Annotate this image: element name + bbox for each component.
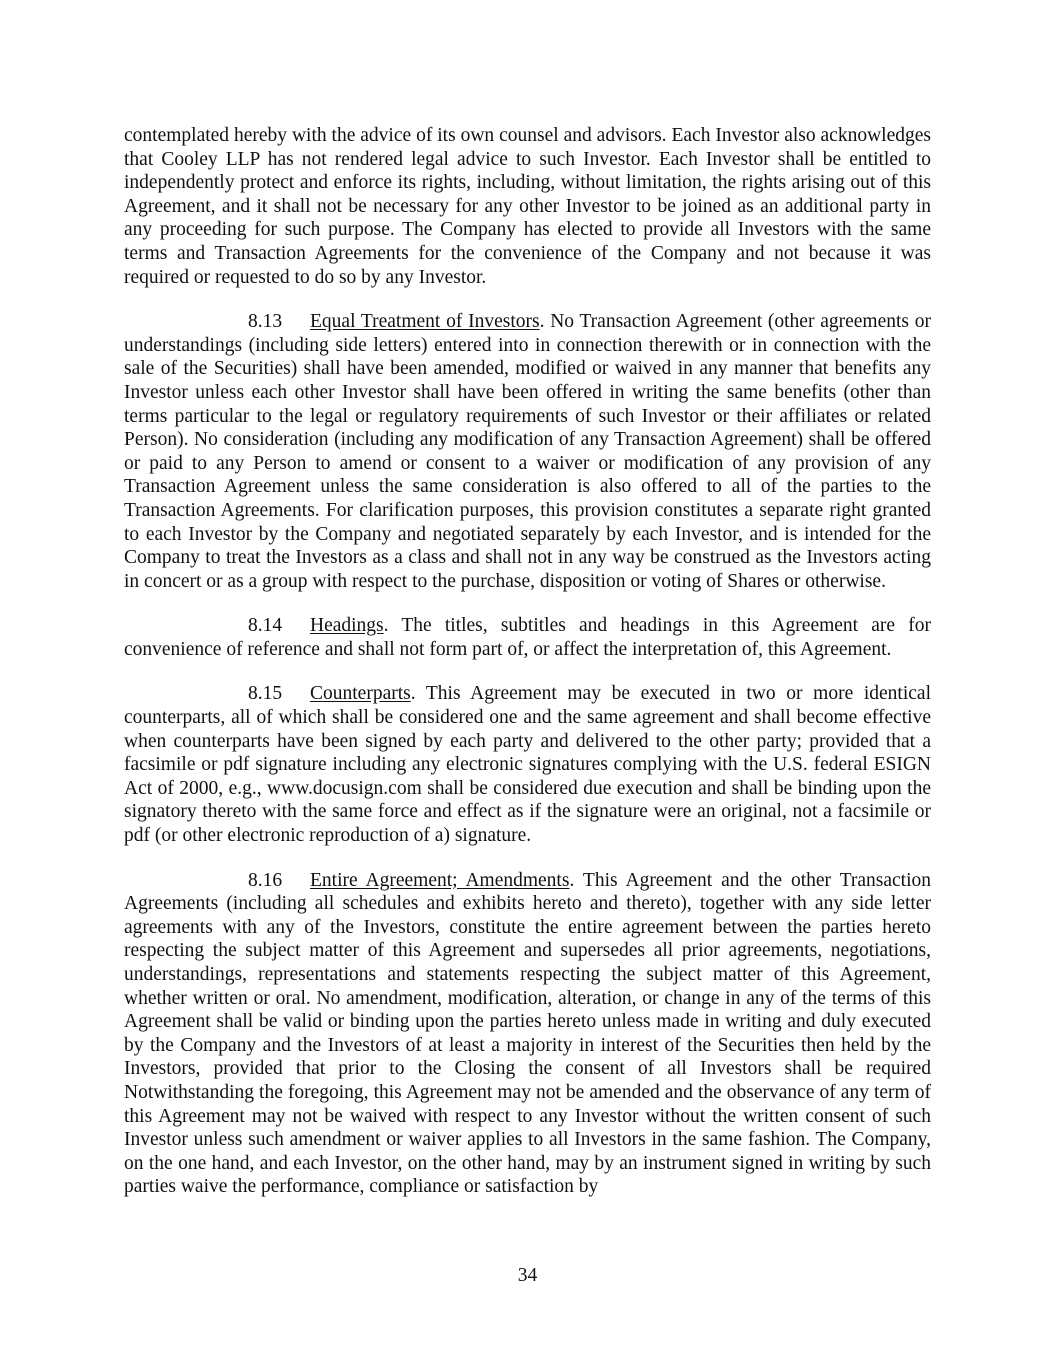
section-8-16	[124, 869, 931, 1199]
section-number: 8.15	[248, 683, 283, 705]
section-body: . This Agreement and the other Transaction Agreements (including all schedules and exhibits hereto and thereto), together with any side letter agreements with any of the Investors, constitute the entire agreement between the parties hereto respecting the subject matter of this Agreement and supersedes all prior agreements, negotiations, understandings, representations and statements respecting the subject matter of this Agreement, whether written or oral. No amendment, modification, alteration, or change in any of the terms of this Agreement shall be valid or binding upon the parties hereto unless made in writing and duly executed by the Company and the Investors of at least a majority in interest of the Securities then held by the Investors, provided that prior to the Closing the consent of all Investors shall be required Notwithstanding the foregoing, this Agreement may not be amended and the observance of any term of this Agreement may not be waived with respect to any Investor without the written consent of such Investor unless such amendment or waiver applies to all Investors in the same fashion. The Company, on the one hand, and each Investor, on the other hand, may by an instrument signed in writing by such parties waive the performance, compliance or satisfaction by	[124, 869, 931, 1198]
intro-paragraph: contemplated hereby with the advice of its own counsel and advisors. Each Investor also acknowledges that Cooley LLP has not rendered legal advice to such Investor. Each Investor shall be entitled to independently protect and enforce its rights, including, without limitation, the rights arising out of this Agreement, and it shall not be necessary for any other Investor to be joined as an additional party in any proceeding for such purpose. The Company has elected to provide all Investors with the same terms and Transaction Agreements for the convenience of the Company and not because it was required or requested to do so by any Investor.	[124, 125, 931, 288]
section-8-15	[124, 682, 931, 847]
section-8-14	[124, 614, 931, 661]
section-number: 8.16	[248, 869, 283, 891]
page-number: 34	[517, 1265, 538, 1286]
section-body: . No Transaction Agreement (other agreements or understandings (including side letters) entered into in connection therewith or in connection with the sale of the Securities) shall have been amended, modified or waived in any manner that benefits any Investor unless each other Investor shall have been offered in writing the same benefits (other than terms particular to the legal or regulatory requirements of such Investor or their affiliates or related Person). No consideration (including any modification of any Transaction Agreement) shall be offered or paid to any Person to amend or consent to a waiver or modification of any provision of any Transaction Agreement unless the same consideration is also offered to all of the parties to the Transaction Agreements. For clarification purposes, this provision constitutes a separate right granted to each Investor by the Company and negotiated separately by each Investor, and is intended for the Company to treat the Investors as a class and shall not in any way be construed as the Investors acting in concert or as a group with respect to the purchase, disposition or voting of Shares or otherwise.	[124, 311, 931, 592]
section-body: . This Agreement may be executed in two or more identical counterparts, all of which shall be considered one and the same agreement and shall become effective when counterparts have been signed by each party and delivered to the other party; provided that a facsimile or pdf signature including any electronic signatures complying with the U.S. federal ESIGN Act of 2000, e.g., www.docusign.com shall be considered due execution and shall be binding upon the signatory thereto with the same force and effect as if the signature were an original, not a facsimile or pdf (or other electronic reproduction of a) signature.	[124, 683, 931, 847]
section-heading: Entire Agreement; Amendments	[310, 869, 570, 891]
section-8-13	[124, 310, 931, 593]
section-heading: Equal Treatment of Investors	[310, 311, 540, 333]
section-number: 8.14	[248, 615, 283, 637]
document-body	[124, 124, 931, 1199]
section-number: 8.13	[248, 311, 283, 333]
section-heading: Headings	[310, 615, 384, 637]
section-body: . The titles, subtitles and headings in this Agreement are for convenience of reference and shall not form part of, or affect the interpretation of, this Agreement.	[124, 615, 931, 660]
section-heading: Counterparts	[310, 683, 411, 705]
